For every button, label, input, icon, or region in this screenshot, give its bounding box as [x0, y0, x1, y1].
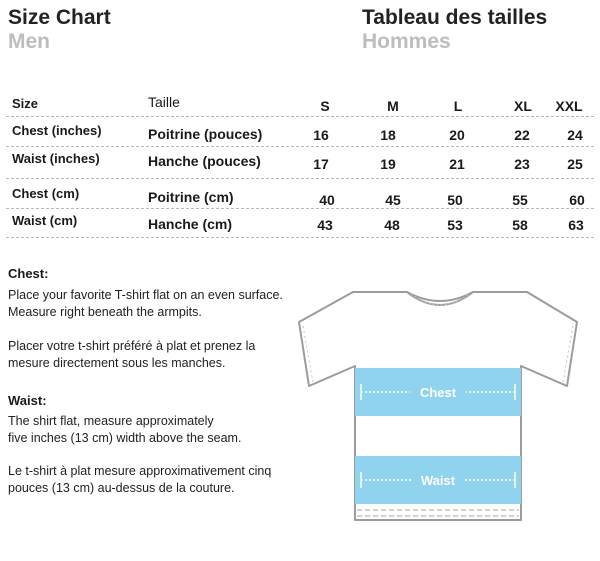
table-cell: 60 — [569, 192, 585, 208]
text-line: The shirt flat, measure approximately — [8, 414, 214, 428]
table-cell: 50 — [447, 192, 463, 208]
size-header: XL — [514, 98, 532, 114]
table-cell: 24 — [567, 127, 583, 143]
size-header: S — [320, 98, 330, 114]
text-line: pouces (13 cm) au-dessus de la couture. — [8, 481, 235, 495]
text-line: Placer votre t-shirt préféré à plat et prenez la — [8, 339, 256, 353]
title-fr: Tableau des tailles — [362, 6, 548, 29]
table-cell: 45 — [385, 192, 401, 208]
row-divider — [6, 208, 594, 209]
row-label-en: Waist (inches) — [12, 151, 100, 166]
table-cell: 16 — [313, 127, 329, 143]
row-label-en: Waist (cm) — [12, 213, 78, 228]
table-cell: 53 — [447, 217, 463, 233]
size-header: M — [387, 98, 399, 114]
table-cell: 21 — [449, 156, 465, 172]
table-cell: 48 — [384, 217, 400, 233]
size-column-label: Size — [12, 96, 39, 111]
table-cell: 23 — [514, 156, 530, 172]
size-header: L — [453, 98, 463, 114]
table-cell: 43 — [317, 217, 333, 233]
table-cell: 40 — [319, 192, 335, 208]
waist-instructions-en — [8, 413, 241, 447]
chest-heading: Chest: — [8, 266, 49, 281]
table-cell: 55 — [512, 192, 528, 208]
tshirt-diagram — [295, 288, 585, 533]
taille-column-label: Taille — [148, 94, 180, 110]
waist-heading: Waist: — [8, 393, 47, 408]
row-label-fr: Hanche (pouces) — [148, 153, 261, 169]
row-label-en: Chest (inches) — [12, 123, 102, 138]
row-divider — [6, 178, 594, 179]
text-line: mesure directement sous les manches. — [8, 356, 226, 370]
chest-label: Chest — [419, 385, 457, 400]
row-divider — [6, 116, 594, 117]
row-label-fr: Poitrine (cm) — [148, 189, 234, 205]
row-divider — [6, 146, 594, 147]
row-label-fr: Hanche (cm) — [148, 216, 233, 232]
text-line: five inches (13 cm) width above the seam. — [8, 431, 242, 445]
text-line: Measure right beneath the armpits. — [8, 305, 202, 319]
table-cell: 58 — [512, 217, 528, 233]
table-cell: 63 — [568, 217, 584, 233]
subtitle-en: Men — [8, 30, 50, 53]
row-label-fr: Poitrine (pouces) — [148, 126, 263, 142]
waist-instructions-fr — [8, 463, 271, 497]
table-cell: 19 — [380, 156, 396, 172]
chest-instructions-fr — [8, 338, 255, 372]
chest-instructions-en — [8, 287, 283, 321]
table-cell: 20 — [449, 127, 465, 143]
table-cell: 25 — [567, 156, 583, 172]
row-label-en: Chest (cm) — [12, 186, 80, 201]
size-header: XXL — [555, 98, 583, 114]
subtitle-fr: Hommes — [362, 30, 451, 53]
title-en: Size Chart — [8, 6, 111, 29]
table-cell: 17 — [313, 156, 329, 172]
table-cell: 22 — [514, 127, 530, 143]
text-line: Place your favorite T-shirt flat on an even surface. — [8, 288, 283, 302]
text-line: Le t-shirt à plat mesure approximativement cinq — [8, 464, 272, 478]
waist-label: Waist — [420, 473, 456, 488]
row-divider — [6, 237, 594, 238]
table-cell: 18 — [380, 127, 396, 143]
